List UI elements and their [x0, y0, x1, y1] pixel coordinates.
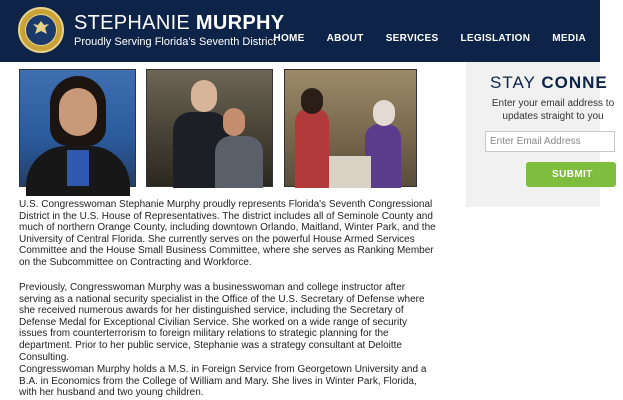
submit-button[interactable]: SUBMIT	[526, 162, 616, 187]
newsletter-heading	[490, 73, 608, 93]
event-photo	[146, 69, 273, 187]
community-person-2-head	[373, 100, 395, 126]
event-person-2-head	[223, 108, 245, 136]
bio-paragraph-2: Previously, Congresswoman Murphy was a businesswoman and college instructor after serving as a national security specialist in the Office of the U.S. Secretary of Defense where she received numerous awards for her distinguished service, including the Secretary of Defense Medal for Exceptional Civilian Service. She worked on a wide range of security issues from counterterrorism to foreign military relations to strategic planning for the department. Prior to her public service, Stephanie was a strategy consultant at Deloitte Consulting.	[19, 282, 425, 363]
nav-about[interactable]: ABOUT	[326, 33, 364, 44]
site-title[interactable]	[74, 12, 284, 34]
newsletter-desc-line-2: updates straight to you	[502, 110, 604, 122]
site-title-last: MURPHY	[195, 12, 285, 34]
community-table	[329, 156, 371, 188]
site-title-first: STEPHANIE	[74, 12, 191, 34]
portrait-face	[59, 88, 97, 136]
community-person-1-body	[295, 108, 329, 188]
community-photo	[284, 69, 417, 187]
event-person-1-head	[191, 80, 217, 112]
email-input[interactable]	[485, 131, 615, 152]
newsletter-heading-light: STAY	[490, 73, 536, 92]
site-header	[0, 0, 600, 62]
eagle-icon	[32, 19, 50, 39]
house-seal-icon[interactable]	[18, 7, 64, 53]
newsletter-desc-line-1: Enter your email address to	[491, 98, 615, 109]
bio-paragraph-3: Congresswoman Murphy holds a M.S. in Foreign Service from Georgetown University and a B.A. in Economics from the College of William and Mary. She lives in Winter Park, Florida, with her husband and two young children.	[19, 364, 427, 399]
bio-paragraph-1: U.S. Congresswoman Stephanie Murphy proudly represents Florida's Seventh Congressional District in the U.S. House of Representatives. The district includes all of Seminole County and much of northern Orange County, including downtown Orlando, Maitland, Winter Park, and the University of Central Florida. She currently serves on the powerful House Armed Services Committee and the House Small Business Committee, where she serves as Ranking Member on the Subcommittee on Contracting and Workforce.	[19, 199, 436, 268]
portrait-blouse	[67, 150, 89, 186]
newsletter-heading-bold: CONNE	[541, 73, 608, 92]
main-nav	[273, 33, 600, 44]
newsletter-description	[483, 98, 623, 123]
site-tagline: Proudly Serving Florida's Seventh District	[74, 36, 277, 48]
community-person-1-head	[301, 88, 323, 114]
portrait-photo	[19, 69, 136, 187]
nav-services[interactable]: SERVICES	[385, 33, 439, 44]
event-person-2-body	[215, 136, 263, 188]
seal-center	[25, 14, 57, 46]
nav-home[interactable]: HOME	[273, 33, 305, 44]
nav-media[interactable]: MEDIA	[552, 33, 586, 44]
nav-legislation[interactable]: LEGISLATION	[460, 33, 531, 44]
